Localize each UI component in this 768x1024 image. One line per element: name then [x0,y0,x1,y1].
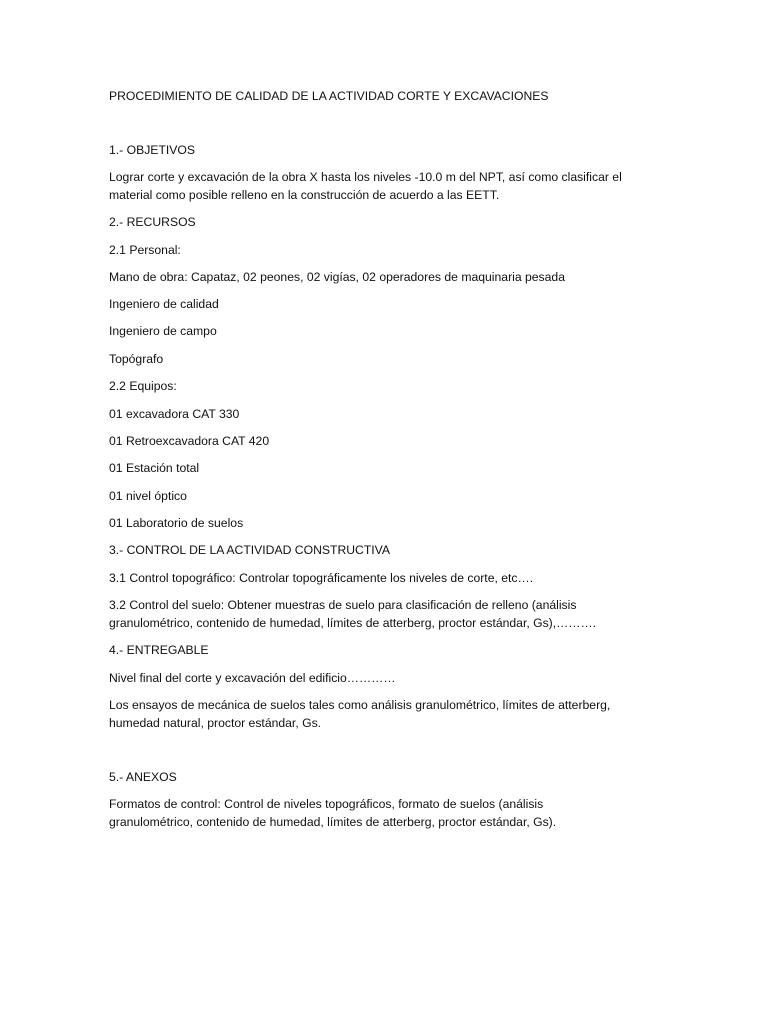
section-heading-entregable: 4.- ENTREGABLE [109,643,209,657]
control-suelo-line-1: 3.2 Control del suelo: Obtener muestras de suelo para clasificación de relleno (análisis [109,598,577,612]
equipos-item: 01 Laboratorio de suelos [109,516,244,530]
equipos-item: 01 nivel óptico [109,489,187,503]
equipos-item: 01 Retroexcavadora CAT 420 [109,434,270,448]
entregable-ensayos-line-1: Los ensayos de mecánica de suelos tales como análisis granulométrico, límites de atterberg, [109,698,611,712]
personal-item: Ingeniero de calidad [109,297,219,311]
section-heading-objetivos: 1.- OBJETIVOS [109,143,196,157]
equipos-item: 01 excavadora CAT 330 [109,407,240,421]
section-heading-control: 3.- CONTROL DE LA ACTIVIDAD CONSTRUCTIVA [109,543,391,557]
subsection-heading-personal: 2.1 Personal: [109,243,181,257]
control-suelo-line-2: granulométrico, contenido de humedad, límites de atterberg, proctor estándar, Gs),………. [109,616,597,630]
control-topografico-item: 3.1 Control topográfico: Controlar topográficamente los niveles de corte, etc…. [109,571,534,585]
section-heading-recursos: 2.- RECURSOS [109,215,196,229]
objetivos-paragraph-line-2: material como posible relleno en la construcción de acuerdo a las EETT. [109,188,500,202]
anexos-paragraph-line-2: granulométrico, contenido de humedad, límites de atterberg, proctor estándar, Gs). [109,815,557,829]
subsection-heading-equipos: 2.2 Equipos: [109,379,177,393]
anexos-paragraph-line-1: Formatos de control: Control de niveles topográficos, formato de suelos (análisis [109,797,544,811]
section-heading-anexos: 5.- ANEXOS [109,770,177,784]
personal-item: Mano de obra: Capataz, 02 peones, 02 vigías, 02 operadores de maquinaria pesada [109,270,565,284]
document-title: PROCEDIMIENTO DE CALIDAD DE LA ACTIVIDAD CORTE Y EXCAVACIONES [109,89,549,103]
entregable-item-nivel: Nivel final del corte y excavación del edificio………… [109,671,396,685]
objetivos-paragraph-line-1: Lograr corte y excavación de la obra X hasta los niveles -10.0 m del NPT, así como clasificar el [109,170,622,184]
entregable-ensayos-line-2: humedad natural, proctor estándar, Gs. [109,716,322,730]
personal-item: Ingeniero de campo [109,324,217,338]
personal-item: Topógrafo [109,352,164,366]
equipos-item: 01 Estación total [109,461,200,475]
